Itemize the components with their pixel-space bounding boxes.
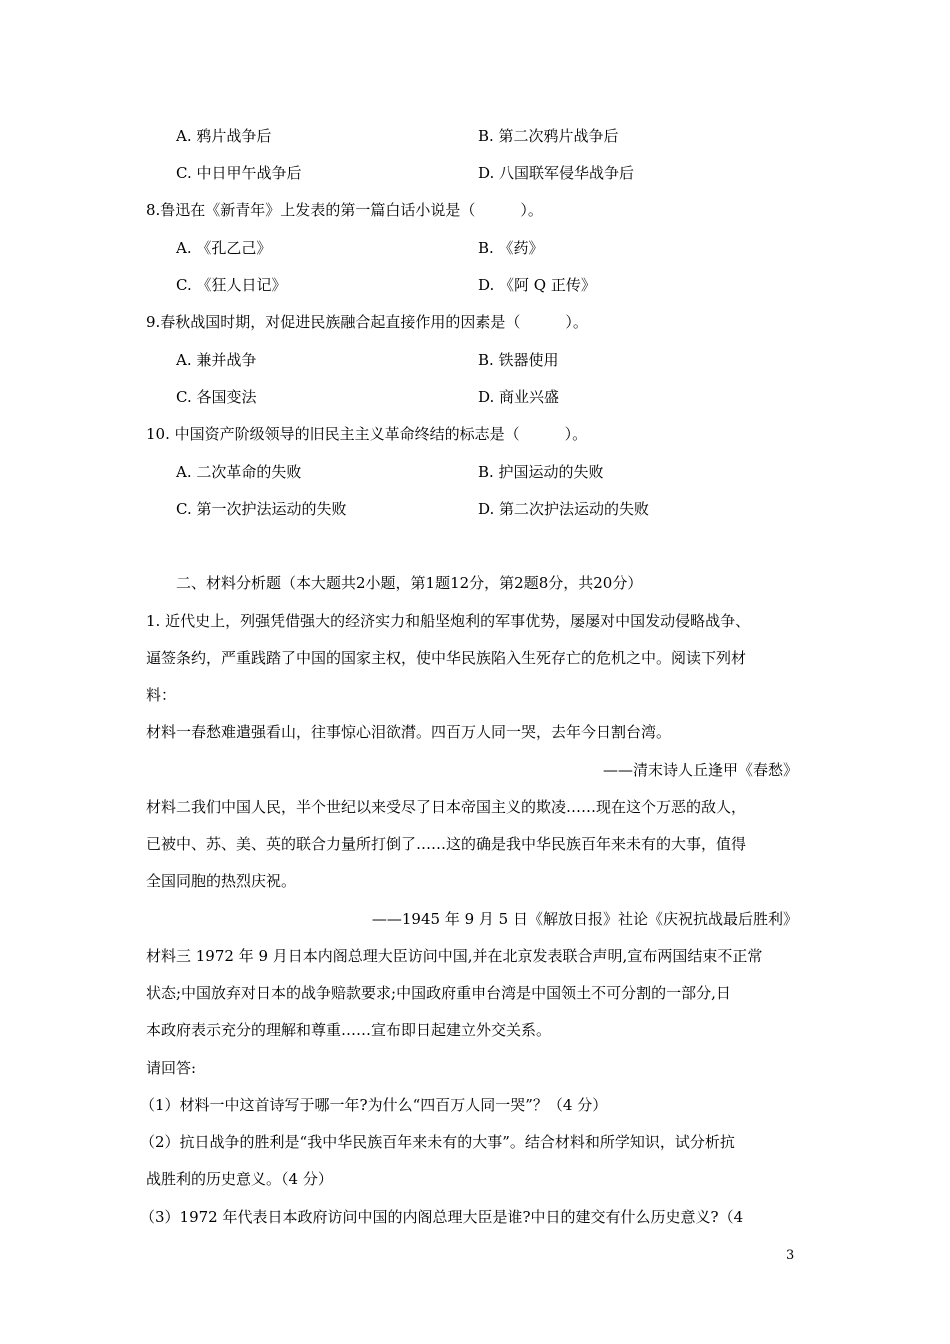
- q7-option-d: D. 八国联军侵华战争后: [478, 164, 635, 182]
- q7-option-c: C. 中日甲午战争后: [176, 164, 302, 182]
- sub-question: （3）1972 年代表日本政府访问中国的内阁总理大臣是谁?中日的建交有什么历史意义?（4: [140, 1208, 744, 1226]
- material-two-source: ——1945 年 9 月 5 日《解放日报》社论《庆祝抗战最后胜利》: [371, 910, 798, 928]
- q10-option-a: A. 二次革命的失败: [176, 463, 302, 481]
- material-two-line: 已被中、苏、美、英的联合力量所打倒了……这的确是我中华民族百年来未有的大事，值得: [146, 835, 747, 853]
- q10-stem: 10. 中国资产阶级领导的旧民主主义革命终结的标志是（ ）。: [146, 425, 588, 443]
- material-two-line: 材料二我们中国人民，半个世纪以来受尽了日本帝国主义的欺凌……现在这个万恶的敌人，: [146, 798, 747, 816]
- q9-option-d: D. 商业兴盛: [478, 388, 560, 406]
- sub-question: 战胜利的历史意义。（4 分）: [146, 1170, 333, 1188]
- q8-stem: 8.鲁迅在《新青年》上发表的第一篇白话小说是（ ）。: [146, 201, 543, 219]
- material-one-source: ——清末诗人丘逢甲《春愁》: [602, 761, 798, 779]
- q8-option-b: B. 《药》: [478, 239, 544, 257]
- q8-option-a: A. 《孔乙己》: [176, 239, 272, 257]
- q9-option-b: B. 铁器使用: [478, 351, 559, 369]
- q7-option-a: A. 鸦片战争后: [176, 127, 272, 145]
- q9-option-a: A. 兼并战争: [176, 351, 257, 369]
- answer-prompt: 请回答:: [146, 1059, 197, 1077]
- q8-option-d: D. 《阿 Q 正传》: [478, 276, 596, 294]
- material-three-line: 状态;中国放弃对日本的战争赔款要求;中国政府重申台湾是中国领土不可分割的一部分,日: [146, 984, 731, 1002]
- material-three-line: 本政府表示充分的理解和尊重……宣布即日起建立外交关系。: [146, 1021, 552, 1039]
- intro-line: 料：: [146, 686, 177, 704]
- page-number: 3: [786, 1248, 795, 1263]
- q10-option-d: D. 第二次护法运动的失败: [478, 500, 650, 518]
- q7-option-b: B. 第二次鸦片战争后: [478, 127, 619, 145]
- material-one: 材料一春愁难遣强看山，往事惊心泪欲潸。四百万人同一哭，去年今日割台湾。: [146, 723, 672, 741]
- intro-line: 1. 近代史上，列强凭借强大的经济实力和船坚炮利的军事优势，屡屡对中国发动侵略战争、: [146, 612, 751, 630]
- material-two-line: 全国同胞的热烈庆祝。: [146, 872, 297, 890]
- q9-option-c: C. 各国变法: [176, 388, 257, 406]
- q8-option-c: C. 《狂人日记》: [176, 276, 287, 294]
- material-three-line: 材料三 1972 年 9 月日本内阁总理大臣访问中国,并在北京发表联合声明,宣布两国结束不正常: [146, 947, 763, 965]
- intro-line: 逼签条约，严重践踏了中国的国家主权，使中华民族陷入生死存亡的危机之中。阅读下列材: [146, 649, 747, 667]
- q10-option-c: C. 第一次护法运动的失败: [176, 500, 347, 518]
- q9-stem: 9.春秋战国时期，对促进民族融合起直接作用的因素是（ ）。: [146, 313, 588, 331]
- sub-question: （2）抗日战争的胜利是“我中华民族百年来未有的大事”。结合材料和所学知识，试分析抗: [140, 1133, 735, 1151]
- sub-question: （1）材料一中这首诗写于哪一年?为什么“四百万人同一哭”？（4 分）: [140, 1096, 608, 1114]
- q10-option-b: B. 护国运动的失败: [478, 463, 604, 481]
- section-heading: 二、材料分析题（本大题共2小题，第1题12分，第2题8分，共20分）: [176, 574, 643, 592]
